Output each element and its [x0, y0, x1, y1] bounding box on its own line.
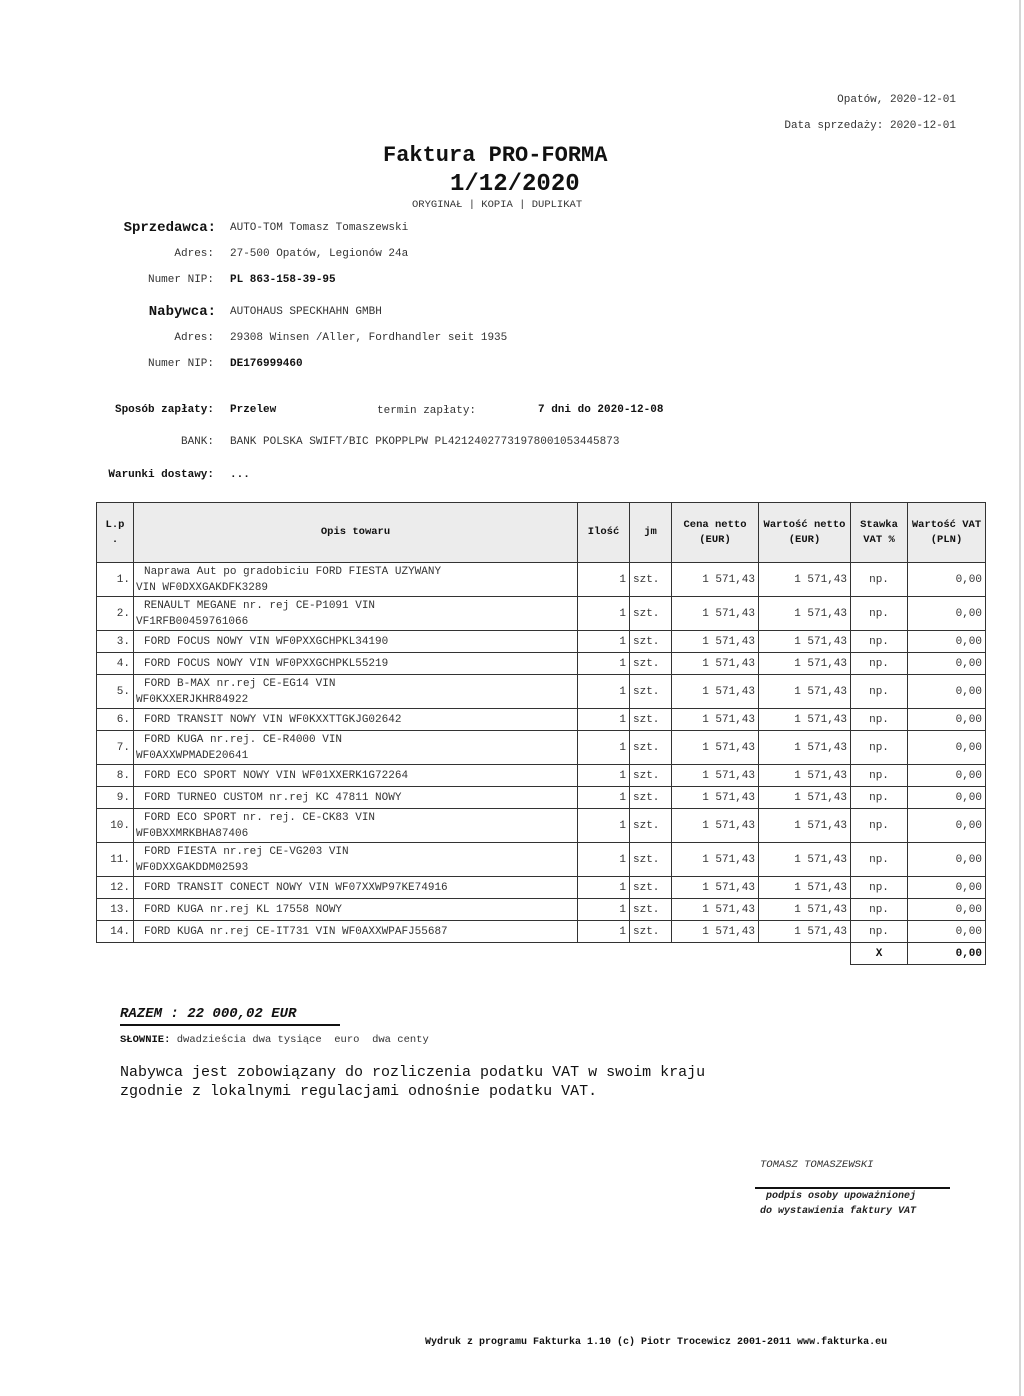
row-net-value: 1 571,43	[759, 563, 851, 597]
total-underline	[120, 1024, 340, 1026]
header-unit-price: Cena netto (EUR)	[672, 503, 759, 563]
row-unit: szt.	[630, 877, 672, 899]
row-unit: szt.	[630, 631, 672, 653]
row-description-line1: Naprawa Aut po gradobiciu FORD FIESTA UZYWANY	[144, 565, 442, 578]
row-unit-price: 1 571,43	[672, 731, 759, 765]
row-description	[134, 765, 578, 787]
row-vat-rate: np.	[851, 899, 908, 921]
row-vat-value: 0,00	[908, 631, 986, 653]
row-lp: 6.	[97, 709, 134, 731]
row-net-value: 1 571,43	[759, 809, 851, 843]
row-description	[134, 675, 578, 709]
row-description	[134, 709, 578, 731]
row-quantity: 1	[578, 843, 630, 877]
payment-term: 7 dni do 2020-12-08	[538, 404, 664, 416]
total-vat-value: 0,00	[908, 943, 986, 965]
seller-nip-label: Numer NIP:	[147, 274, 214, 286]
row-vat-value: 0,00	[908, 653, 986, 675]
row-vat-value: 0,00	[908, 921, 986, 943]
invoice-total: RAZEM : 22 000,02 EUR	[120, 1006, 297, 1022]
row-quantity: 1	[578, 563, 630, 597]
row-unit: szt.	[630, 731, 672, 765]
row-description-line1: FORD FIESTA nr.rej CE-VG203 VIN	[144, 845, 349, 858]
seller-address: 27-500 Opatów, Legionów 24a	[230, 248, 409, 260]
bank-account: BANK POLSKA SWIFT/BIC PKOPPLPW PL42124027731978001053445873	[230, 436, 620, 448]
row-vat-value: 0,00	[908, 731, 986, 765]
vat-note-line1: Nabywca jest zobowiązany do rozliczenia podatku VAT w swoim kraju	[120, 1064, 706, 1081]
seller-nip: PL 863-158-39-95	[230, 274, 336, 286]
row-lp: 8.	[97, 765, 134, 787]
row-lp: 10.	[97, 809, 134, 843]
row-vat-rate: np.	[851, 563, 908, 597]
header-unit: jm	[630, 503, 672, 563]
payment-method: Przelew	[230, 404, 277, 416]
signature-caption-2: do wystawienia faktury VAT	[760, 1206, 917, 1217]
table-row	[97, 809, 986, 843]
table-row	[97, 787, 986, 809]
seller-address-label: Adres:	[174, 248, 214, 260]
row-quantity: 1	[578, 787, 630, 809]
row-description-line1: FORD TRANSIT CONECT NOWY VIN WF07XXWP97KE74916	[144, 881, 448, 894]
row-net-value: 1 571,43	[759, 921, 851, 943]
row-lp: 3.	[97, 631, 134, 653]
row-vat-rate: np.	[851, 921, 908, 943]
row-net-value: 1 571,43	[759, 787, 851, 809]
row-description-line1: FORD B-MAX nr.rej CE-EG14 VIN	[144, 677, 336, 690]
row-unit: szt.	[630, 843, 672, 877]
amount-words: dwadzieścia dwa tysiące euro dwa centy	[176, 1034, 429, 1046]
signatory-name: TOMASZ TOMASZEWSKI	[760, 1159, 874, 1171]
row-unit: szt.	[630, 899, 672, 921]
document-title: Faktura PRO-FORMA	[383, 143, 608, 168]
row-unit-price: 1 571,43	[672, 921, 759, 943]
row-lp: 14.	[97, 921, 134, 943]
row-vat-rate: np.	[851, 843, 908, 877]
row-description	[134, 787, 578, 809]
table-header-row	[97, 503, 986, 563]
row-unit: szt.	[630, 563, 672, 597]
bank-label: BANK:	[180, 436, 214, 448]
row-unit-price: 1 571,43	[672, 843, 759, 877]
row-vat-rate: np.	[851, 597, 908, 631]
row-net-value: 1 571,43	[759, 765, 851, 787]
row-vat-value: 0,00	[908, 877, 986, 899]
row-unit: szt.	[630, 809, 672, 843]
row-unit-price: 1 571,43	[672, 765, 759, 787]
row-unit-price: 1 571,43	[672, 787, 759, 809]
row-quantity: 1	[578, 675, 630, 709]
seller-heading: Sprzedawca:	[123, 220, 216, 236]
table-row	[97, 597, 986, 631]
row-description-line1: FORD KUGA nr.rej. CE-R4000 VIN	[144, 733, 343, 746]
copy-types: ORYGINAŁ | KOPIA | DUPLIKAT	[412, 199, 583, 211]
header-lp: L.p .	[97, 503, 134, 563]
payment-method-label: Sposób zapłaty:	[114, 404, 214, 416]
buyer-nip-label: Numer NIP:	[147, 358, 214, 370]
row-description-line1: FORD KUGA nr.rej CE-IT731 VIN WF0AXXWPAFJ55687	[144, 925, 448, 938]
row-lp: 13.	[97, 899, 134, 921]
row-unit-price: 1 571,43	[672, 597, 759, 631]
row-quantity: 1	[578, 809, 630, 843]
row-quantity: 1	[578, 653, 630, 675]
row-description-line1: FORD TURNEO CUSTOM nr.rej KC 47811 NOWY	[144, 791, 402, 804]
buyer-heading: Nabywca:	[148, 304, 216, 320]
row-unit: szt.	[630, 921, 672, 943]
row-net-value: 1 571,43	[759, 899, 851, 921]
amount-words-label: SŁOWNIE:	[120, 1034, 171, 1046]
invoice-number: 1/12/2020	[450, 171, 580, 198]
row-net-value: 1 571,43	[759, 597, 851, 631]
row-description-line1: FORD TRANSIT NOWY VIN WF0KXXTTGKJG02642	[144, 713, 402, 726]
row-unit: szt.	[630, 765, 672, 787]
row-vat-rate: np.	[851, 631, 908, 653]
buyer-nip: DE176999460	[230, 358, 303, 370]
items-table	[96, 502, 986, 965]
header-vat-value: Wartość VAT (PLN)	[908, 503, 986, 563]
row-description-line1: FORD ECO SPORT NOWY VIN WF01XXERK1G72264	[144, 769, 409, 782]
payment-term-label: termin zapłaty:	[377, 405, 477, 417]
row-description-line1: FORD KUGA nr.rej KL 17558 NOWY	[144, 903, 343, 916]
row-unit: szt.	[630, 709, 672, 731]
row-description	[134, 731, 578, 765]
row-vat-value: 0,00	[908, 563, 986, 597]
table-row	[97, 921, 986, 943]
row-unit-price: 1 571,43	[672, 631, 759, 653]
row-unit: szt.	[630, 597, 672, 631]
row-unit-price: 1 571,43	[672, 563, 759, 597]
row-vat-value: 0,00	[908, 709, 986, 731]
row-description	[134, 631, 578, 653]
row-net-value: 1 571,43	[759, 631, 851, 653]
table-row	[97, 731, 986, 765]
total-vat-rate: X	[851, 943, 908, 965]
row-description-line1: FORD FOCUS NOWY VIN WF0PXXGCHPKL34190	[144, 635, 389, 648]
page-edge	[1019, 0, 1021, 1396]
row-description-line1: FORD ECO SPORT nr. rej. CE-CK83 VIN	[144, 811, 376, 824]
signature-line	[755, 1187, 950, 1189]
row-vat-value: 0,00	[908, 899, 986, 921]
row-unit-price: 1 571,43	[672, 899, 759, 921]
row-unit: szt.	[630, 787, 672, 809]
header-description: Opis towaru	[134, 503, 578, 563]
table-row	[97, 899, 986, 921]
row-vat-rate: np.	[851, 787, 908, 809]
footer-credit: Wydruk z programu Fakturka 1.10 (c) Piotr Trocewicz 2001-2011 www.fakturka.eu	[425, 1337, 888, 1348]
row-vat-value: 0,00	[908, 597, 986, 631]
row-description-line2: VF1RFB00459761066	[136, 615, 249, 628]
row-vat-value: 0,00	[908, 675, 986, 709]
row-unit-price: 1 571,43	[672, 653, 759, 675]
row-vat-value: 0,00	[908, 765, 986, 787]
delivery-label: Warunki dostawy:	[108, 469, 214, 481]
row-lp: 4.	[97, 653, 134, 675]
delivery-terms: ...	[230, 469, 250, 481]
row-net-value: 1 571,43	[759, 843, 851, 877]
row-unit-price: 1 571,43	[672, 809, 759, 843]
header-quantity: Ilość	[578, 503, 630, 563]
row-description	[134, 809, 578, 843]
row-net-value: 1 571,43	[759, 877, 851, 899]
table-row	[97, 709, 986, 731]
row-description	[134, 843, 578, 877]
row-unit-price: 1 571,43	[672, 709, 759, 731]
buyer-address: 29308 Winsen /Aller, Fordhandler seit 1935	[230, 332, 508, 344]
row-net-value: 1 571,43	[759, 731, 851, 765]
table-row	[97, 653, 986, 675]
row-quantity: 1	[578, 731, 630, 765]
row-vat-value: 0,00	[908, 787, 986, 809]
row-quantity: 1	[578, 921, 630, 943]
row-vat-rate: np.	[851, 709, 908, 731]
row-lp: 2.	[97, 597, 134, 631]
vat-note-line2: zgodnie z lokalnymi regulacjami odnośnie podatku VAT.	[120, 1083, 598, 1100]
row-description	[134, 653, 578, 675]
row-vat-rate: np.	[851, 653, 908, 675]
row-net-value: 1 571,43	[759, 675, 851, 709]
table-row	[97, 765, 986, 787]
row-quantity: 1	[578, 631, 630, 653]
row-vat-rate: np.	[851, 765, 908, 787]
table-row	[97, 675, 986, 709]
row-description-line2: VIN WF0DXXGAKDFK3289	[136, 581, 269, 594]
row-unit: szt.	[630, 653, 672, 675]
sale-date: Data sprzedaży: 2020-12-01	[784, 120, 956, 132]
row-quantity: 1	[578, 765, 630, 787]
table-total-row	[97, 943, 986, 965]
row-description	[134, 563, 578, 597]
row-net-value: 1 571,43	[759, 709, 851, 731]
table-row	[97, 877, 986, 899]
row-unit: szt.	[630, 675, 672, 709]
row-unit-price: 1 571,43	[672, 675, 759, 709]
buyer-address-label: Adres:	[174, 332, 214, 344]
row-quantity: 1	[578, 899, 630, 921]
row-vat-rate: np.	[851, 809, 908, 843]
row-lp: 9.	[97, 787, 134, 809]
row-quantity: 1	[578, 877, 630, 899]
row-description-line2: WF0DXXGAKDDM02593	[136, 861, 249, 874]
row-unit-price: 1 571,43	[672, 877, 759, 899]
row-description-line2: WF0KXXERJKHR84922	[136, 693, 249, 706]
row-description	[134, 877, 578, 899]
place-date: Opatów, 2020-12-01	[837, 94, 956, 106]
row-vat-rate: np.	[851, 877, 908, 899]
table-row	[97, 563, 986, 597]
row-vat-rate: np.	[851, 731, 908, 765]
row-description-line2: WF0AXXWPMADE20641	[136, 749, 249, 762]
seller-name: AUTO-TOM Tomasz Tomaszewski	[230, 222, 409, 234]
buyer-name: AUTOHAUS SPECKHAHN GMBH	[230, 306, 382, 318]
row-lp: 5.	[97, 675, 134, 709]
row-quantity: 1	[578, 709, 630, 731]
row-lp: 1.	[97, 563, 134, 597]
header-vat-rate: Stawka VAT %	[851, 503, 908, 563]
row-description	[134, 597, 578, 631]
row-lp: 12.	[97, 877, 134, 899]
row-vat-value: 0,00	[908, 843, 986, 877]
row-description	[134, 899, 578, 921]
row-description-line2: WF0BXXMRKBHA87406	[136, 827, 249, 840]
row-lp: 11.	[97, 843, 134, 877]
table-row	[97, 631, 986, 653]
row-lp: 7.	[97, 731, 134, 765]
row-net-value: 1 571,43	[759, 653, 851, 675]
row-description-line1: FORD FOCUS NOWY VIN WF0PXXGCHPKL55219	[144, 657, 389, 670]
row-description	[134, 921, 578, 943]
row-description-line1: RENAULT MEGANE nr. rej CE-P1091 VIN	[144, 599, 376, 612]
row-vat-rate: np.	[851, 675, 908, 709]
table-row	[97, 843, 986, 877]
header-net-value: Wartość netto (EUR)	[759, 503, 851, 563]
signature-caption-1: podpis osoby upoważnionej	[766, 1191, 917, 1202]
row-quantity: 1	[578, 597, 630, 631]
row-vat-value: 0,00	[908, 809, 986, 843]
